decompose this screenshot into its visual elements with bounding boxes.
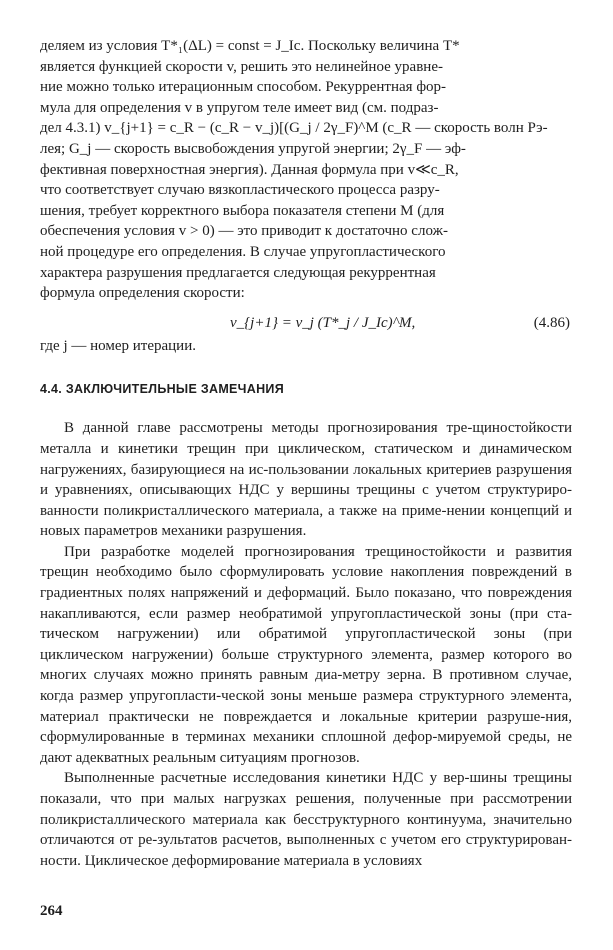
- section-heading: 4.4. ЗАКЛЮЧИТЕЛЬНЫЕ ЗАМЕЧАНИЯ: [40, 382, 284, 397]
- text-line: мула для определения v в упругом теле имеет вид (см. подраз-: [40, 99, 439, 116]
- text-line: характера разрушения предлагается следующая рекуррентная: [40, 264, 436, 281]
- text-line: фективная поверхностная энергия). Данная формула при v≪c_R,: [40, 161, 459, 178]
- text-line: ной процедуре его определения. В случае упругопластического: [40, 243, 446, 260]
- top-paragraph: [40, 36, 572, 304]
- page-number: 264: [40, 903, 63, 919]
- text-line: деляем из условия T*₁(ΔL) = const = J_Ic. Поскольку величина T*: [40, 38, 460, 54]
- equation-expression: v_{j+1} = v_j (T*_j / J_Ic)^M,: [230, 314, 416, 331]
- text-line: является функцией скорости v, решить это нелинейное уравне-: [40, 58, 443, 75]
- text-line: лея; G_j — скорость высвобождения упругой энергии; 2γ_F — эф-: [40, 140, 466, 157]
- text-line: формула определения скорости:: [40, 285, 245, 302]
- text-line: ние можно только итерационным способом. Рекуррентная фор-: [40, 79, 447, 96]
- equation-number: (4.86): [533, 314, 570, 331]
- page-body: [40, 36, 572, 871]
- text-line: что соответствует случаю вязкопластического процесса разру-: [40, 182, 440, 199]
- text-line: дел 4.3.1) v_{j+1} = c_R − (c_R − v_j)[(G_j / 2γ_F)^M (c_R — скорость волн Рэ-: [40, 120, 548, 137]
- equation-4-86: [40, 310, 572, 336]
- paragraph: В данной главе рассмотрены методы прогнозирования тре-щиностойкости металла и кинетики трещин при циклическом, статическом и динамическом нагружениях, базирующиеся на ис-пользовании локальных критериев разрушения и уравнениях, описывающих НДС у вершины трещины с учетом структуриро-ванности поликристаллического материала, а также на приме-нении концепций и новых параметров механики разрушения.: [40, 420, 572, 540]
- text-line: обеспечения условия v > 0) — это приводит к достаточно слож-: [40, 223, 448, 240]
- text-line: шения, требует корректного выбора показателя степени M (для: [40, 202, 445, 219]
- formula-explanation: где j — номер итерации.: [40, 337, 196, 354]
- paragraph: При разработке моделей прогнозирования трещиностойкости и развития трещин необходимо было сформулировать условие накопления повреждений в градиентных полях напряжений и деформаций. Было показано, что повреждения накапливаются, если размер необратимой упругопластической зоны (при ста-тическом нагружении) или обратимой упругопластической зоны (при циклическом нагружении) больше структурного элемента, размер которого во многих случаях можно принять равным диа-метру зерна. В противном случае, когда размер упругопласти-ческой зоны меньше размера структурного элемента, материал практически не повреждается и локальные критерии разруше-ния, сформулированные в терминах механики сплошной дефор-мируемой среды, не дают адекватных реальным ситуациям прогнозов.: [40, 543, 572, 766]
- paragraph: Выполненные расчетные исследования кинетики НДС у вер-шины трещины показали, что при малых нагрузках решения, полученные при рассмотрении поликристаллического материала как бесструктурного континуума, значительно отличаются от ре-зультатов расчетов, выполненных с учетом его структурирован-ности. Циклическое деформирование материала в условиях: [40, 770, 572, 869]
